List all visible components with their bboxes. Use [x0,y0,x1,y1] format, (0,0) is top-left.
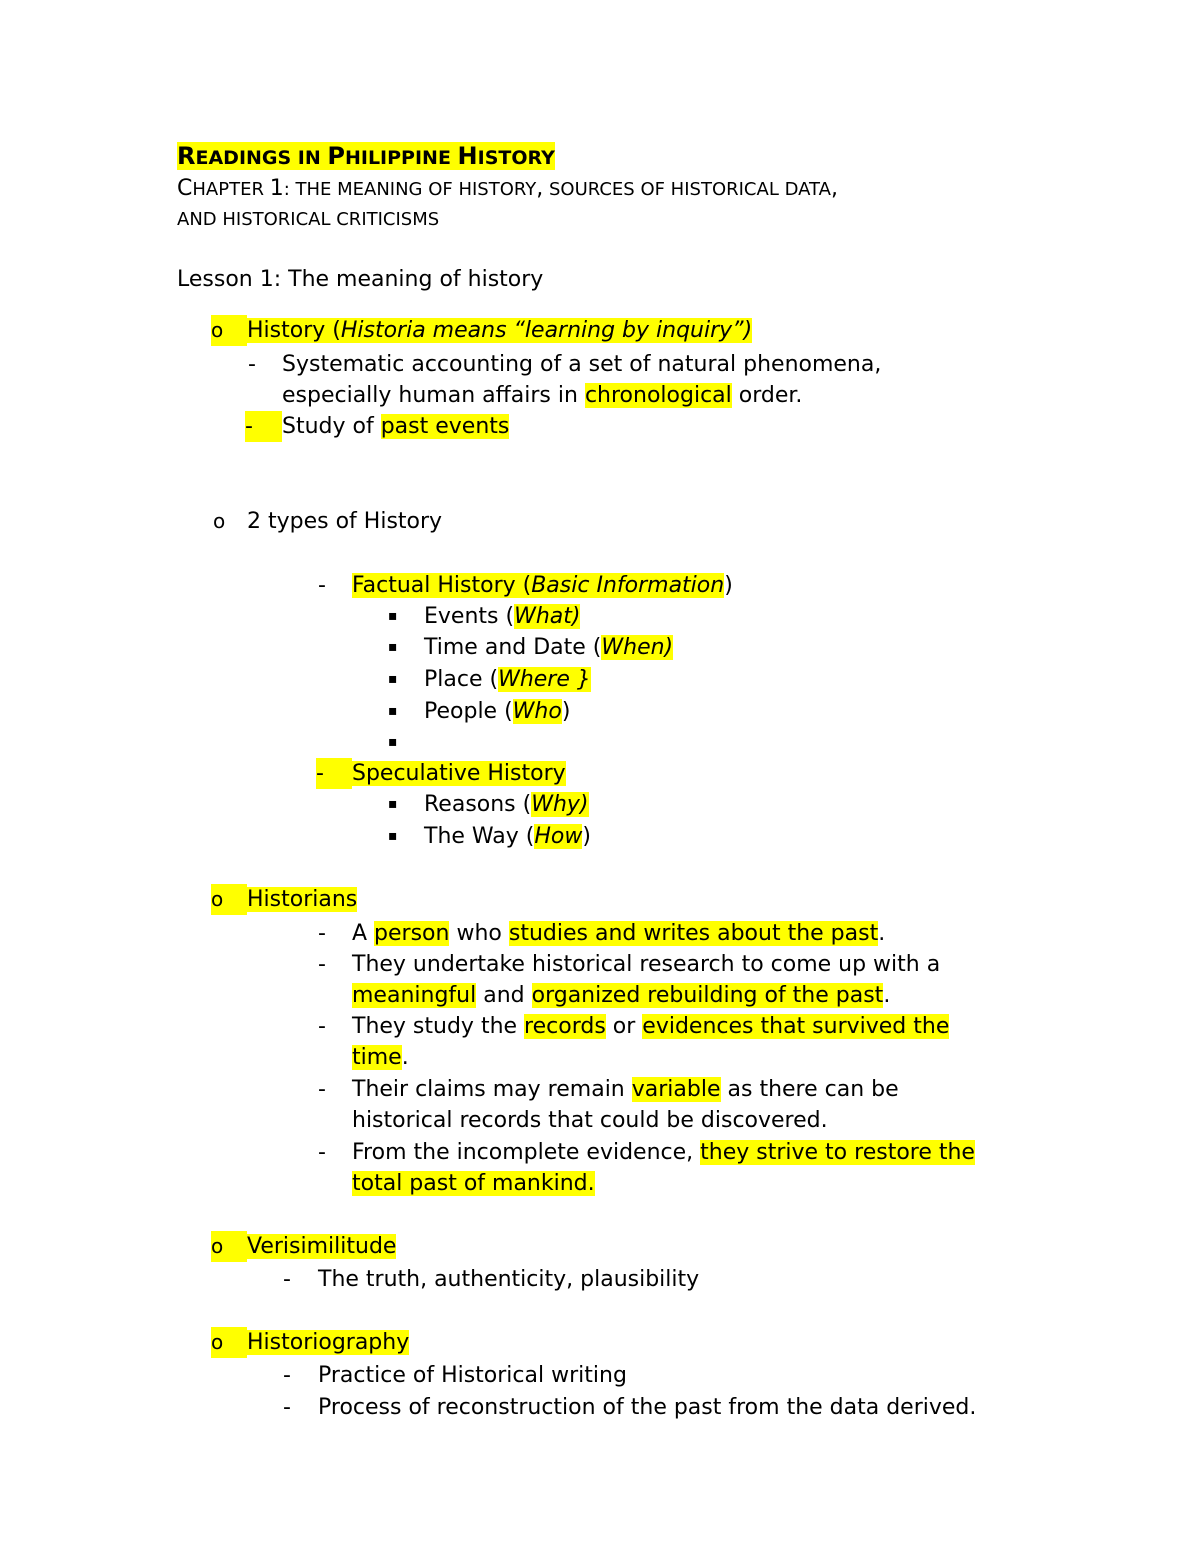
bullet-dash-highlighted: - [245,411,282,442]
document-title [177,142,555,170]
historians-item-2-line-2: meaningful and organized rebuilding of the past. [352,983,891,1008]
historians-item-1: A person who studies and writes about the past. [352,921,886,946]
historiography-marker: o [211,1327,247,1358]
types-marker: o [213,509,226,533]
historians-marker: o [211,884,247,915]
history-etymology: Historia means “learning by inquiry”) [340,318,753,343]
bullet-dash: - [283,1363,291,1388]
historians-item-4-line-2: historical records that could be discovered. [352,1108,828,1133]
historians-item-2-line-1: They undertake historical research to come up with a [352,952,941,977]
historiography-item-2: Process of reconstruction of the past from the data derived. [318,1395,977,1420]
chapter-part-2: : THE MEANING OF HISTORY [283,179,537,200]
bullet-square-empty: ▪ [388,734,398,750]
factual-item-events: Events (What) [424,604,581,629]
title-cap-3: H [457,142,478,170]
history-def-1-line-1: Systematic accounting of a set of natural phenomena, [282,352,882,377]
bullet-square: ▪ [388,639,398,655]
chapter-comma-2: , [830,176,838,201]
chapter-comma-1: , [536,176,544,201]
verisimilitude-marker: o [211,1231,247,1262]
document-title-highlight [177,142,555,170]
title-cap-1: R [177,142,196,170]
bullet-dash: - [283,1267,291,1292]
lesson-heading: Lesson 1: The meaning of history [177,267,544,292]
bullet-dash: - [318,921,326,946]
historians-item-5-line-1: From the incomplete evidence, they strive to restore the [352,1140,975,1165]
factual-item-time: Time and Date (When) [424,635,674,660]
verisimilitude-heading: Verisimilitude [247,1234,397,1259]
historiography-heading: Historiography [247,1330,410,1355]
verisimilitude-item-1: The truth, authenticity, plausibility [318,1267,700,1292]
bullet-dash: - [318,1077,326,1102]
speculative-item-way: The Way (How) [424,824,591,849]
chapter-word: HAPTER [192,179,270,200]
chapter-heading-line-2: AND HISTORICAL CRITICISMS [177,209,440,230]
bullet-dash: - [248,352,256,377]
bullet-dash: - [283,1395,291,1420]
bullet-dash: - [318,1140,326,1165]
types-heading: 2 types of History [247,509,443,534]
chapter-heading-line-1 [177,176,838,201]
factual-item-place: Place (Where } [424,667,591,692]
history-def-2: Study of past events [282,414,510,439]
bullet-square: ▪ [388,828,398,844]
title-part-2: HILIPPINE [344,147,458,169]
bullet-square: ▪ [388,703,398,719]
title-part-3: ISTORY [477,147,555,169]
history-def-1-line-2: especially human affairs in chronological order. [282,383,803,408]
factual-history-heading: Factual History (Basic Information) [352,573,733,598]
bullet-dash: - [318,1014,326,1039]
chapter-cap: C [177,176,193,201]
speculative-item-reasons: Reasons (Why) [424,792,589,817]
history-marker: o [211,315,247,346]
bullet-dash: - [318,952,326,977]
historians-heading: Historians [247,887,358,912]
bullet-square: ▪ [388,671,398,687]
historians-item-3-line-2: time. [352,1045,409,1070]
bullet-dash: - [318,573,326,598]
bullet-square: ▪ [388,608,398,624]
title-part-1: EADINGS IN [195,147,328,169]
speculative-history-heading: Speculative History [352,761,566,786]
historians-item-3-line-1: They study the records or evidences that survived the [352,1014,950,1039]
historians-item-5-line-2: total past of mankind. [352,1171,595,1196]
factual-item-people: People (Who) [424,699,571,724]
chapter-number: 1 [269,176,284,201]
historiography-item-1: Practice of Historical writing [318,1363,627,1388]
title-cap-2: P [327,142,345,170]
historians-item-4-line-1: Their claims may remain variable as there can be [352,1077,899,1102]
bullet-dash-highlighted: - [316,758,352,789]
bullet-square: ▪ [388,796,398,812]
chapter-part-3: SOURCES OF HISTORICAL DATA [543,179,831,200]
history-heading: History (Historia means “learning by inquiry”) [247,318,753,343]
